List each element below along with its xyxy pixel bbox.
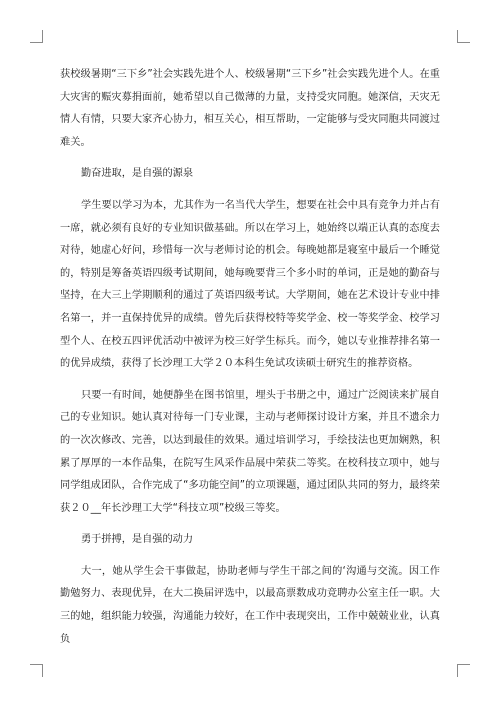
crop-mark-bottom-left [30, 664, 43, 677]
paragraph: 只要一有时间，她便静坐在图书馆里，埋头于书册之中，通过广泛阅读来扩展自己的专业知识。她认真对待每一门专业课，主动与老师探讨设计方案，并且不遗余力的一次次修改、完善，以达到最佳的效果。通过培训学习，手绘技法也更加娴熟，积累了厚厚的一本作品集，在院写生风采作品展中荣获二等奖。在校科技立项中，她与同学组成团队，合作完成了“多功能空间”的立项课题，通过团队共同的努力，最终荣获２０__年长沙理工大学“科技立项”校级三等奖。 [60, 389, 440, 514]
section-heading: 勇于拼搏，是自强的动力 [81, 534, 194, 546]
section-heading: 勤奋进取，是自强的源泉 [81, 168, 194, 180]
paragraph: 获校级暑期“三下乡”社会实践先进个人、校级暑期“三下乡”社会实践先进个人。在重大灾害的赈灾募捐面前，她希望以自己微薄的力量，支持受灾同胞。她深信，天灾无情人有情，只要大家齐心协力，相互关心，相互帮助，一定能够与受灾同胞共同渡过难关。 [60, 69, 440, 148]
crop-mark-top-right [457, 30, 470, 43]
paragraph: 大一，她从学生会干事做起，协助老师与学生干部之间的‘沟通与交流。因工作勤勉努力、表现优异，在大二换届评选中，以最高票数成功竞聘办公室主任一职。大三的她，组织能力较强，沟通能力较好，在工作中表现突出，工作中兢兢业业，认真负 [60, 565, 440, 645]
document-body [60, 64, 440, 660]
crop-mark-bottom-right [457, 664, 470, 677]
crop-mark-top-left [30, 30, 43, 43]
paragraph: 学生要以学习为本，尤其作为一名当代大学生，想要在社会中具有竞争力并占有一席，就必须有良好的专业知识做基础。所以在学习上，她始终以端正认真的态度去对待，她虚心好问，珍惜每一次与老师讨论的机会。每晚她都是寝室中最后一个睡觉的，特别是筹备英语四级考试期间，她每晚要背三个多小时的单词，正是她的勤奋与坚持，在大三上学期顺利的通过了英语四级考试。大学期间，她在艺术设计专业中排名第一，并一直保持优异的成绩。曾先后获得校特等奖学金、校一等奖学金、校学习型个人、在校五四评优活动中被评为校三好学生标兵。而今，她以专业推荐排名第一的优异成绩，获得了长沙理工大学２０本科生免试攻读硕士研究生的推荐资格。 [60, 199, 440, 370]
